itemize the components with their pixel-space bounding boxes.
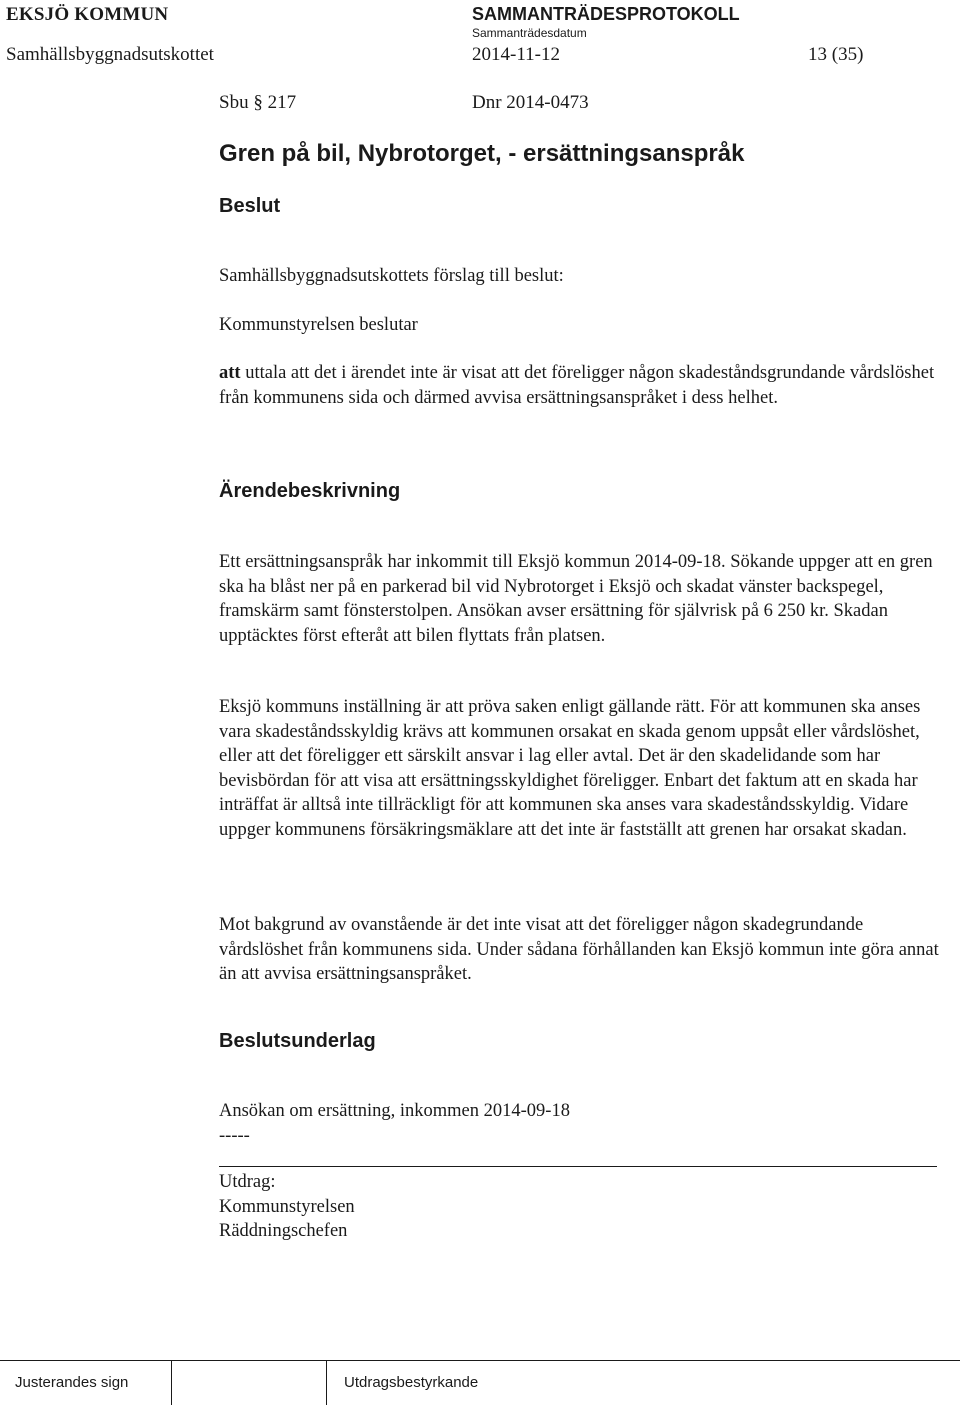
att-keyword: att bbox=[219, 363, 241, 383]
paragraph-number: Sbu § 217 bbox=[219, 92, 297, 113]
certification-label: Utdragsbestyrkande bbox=[344, 1374, 479, 1391]
basis-heading: Beslutsunderlag bbox=[219, 1030, 376, 1052]
decision-clause bbox=[219, 361, 939, 410]
signature-footer bbox=[0, 1360, 960, 1405]
description-paragraph-2: Eksjö kommuns inställning är att pröva saken enligt gällande rätt. För att kommunen ska anses vara skadeståndsskyldig krävs att kommunen orsakat en skada genom uppsåt eller vårdslöshet, eller att det föreligger ett särskilt ansvar i lag eller avtal. Det är den skadelidande som har bevisbördan för att visa att ersättningsskyldighet föreligger. Enbart det faktum att en skada har inträffat är alltså inte tillräckligt för att kommunen ska anses vara skadeståndsskyldig. Vidare uppger kommunens försäkringsmäklare att det inte är fastställt att grenen har orsakat skadan. bbox=[219, 697, 921, 840]
diary-number: Dnr 2014-0473 bbox=[472, 92, 589, 113]
meeting-date-label: Sammanträdesdatum bbox=[472, 26, 587, 40]
org-name: EKSJÖ KOMMUN bbox=[6, 4, 169, 25]
case-title: Gren på bil, Nybrotorget, - ersättningsanspråk bbox=[219, 140, 745, 167]
protocol-title: SAMMANTRÄDESPROTOKOLL bbox=[472, 4, 740, 24]
description-paragraph-1: Ett ersättningsanspråk har inkommit till Eksjö kommun 2014-09-18. Sökande uppger att en gren ska ha blåst ner på en parkerad bil vid Nybrotorget i Eksjö och skadat vänster backspegel, framskärm samt fönsterstolpen. Ansökan avser ersättning för självrisk på 6 250 kr. Skadan upptäcktes först efteråt att bilen flyttats från platsen. bbox=[219, 552, 933, 646]
description-heading: Ärendebeskrivning bbox=[219, 480, 401, 502]
divider-line bbox=[219, 1166, 937, 1167]
description-paragraph-3: Mot bakgrund av ovanstående är det inte visat att det föreligger någon skadegrundande vårdslöshet från kommunens sida. Under sådana förhållanden kan Eksjö kommun inte göra annat än att avvisa ersättningsanspråket. bbox=[219, 915, 939, 984]
footer-divider bbox=[171, 1361, 172, 1405]
proposal-line: Samhällsbyggnadsutskottets förslag till beslut: bbox=[219, 266, 564, 286]
meeting-date: 2014-11-12 bbox=[472, 44, 560, 65]
decision-clause-text: uttala att det i ärendet inte är visat att det föreligger någon skadeståndsgrundande vårdslöshet från kommunens sida och därmed avvisa ersättningsanspråket i dess helhet. bbox=[219, 363, 935, 408]
basis-item: Ansökan om ersättning, inkommen 2014-09-18 bbox=[219, 1101, 570, 1121]
extract-recipient: Räddningschefen bbox=[219, 1221, 348, 1241]
committee-name: Samhällsbyggnadsutskottet bbox=[6, 44, 214, 65]
signature-label: Justerandes sign bbox=[15, 1374, 129, 1391]
extract-block bbox=[219, 1170, 939, 1244]
page-number: 13 (35) bbox=[808, 44, 864, 65]
decides-line: Kommunstyrelsen beslutar bbox=[219, 315, 418, 335]
decision-heading: Beslut bbox=[219, 195, 281, 217]
extract-label: Utdrag: bbox=[219, 1172, 276, 1192]
extract-recipient: Kommunstyrelsen bbox=[219, 1196, 355, 1217]
separator-dashes: ----- bbox=[219, 1126, 250, 1146]
footer-divider bbox=[326, 1361, 327, 1405]
